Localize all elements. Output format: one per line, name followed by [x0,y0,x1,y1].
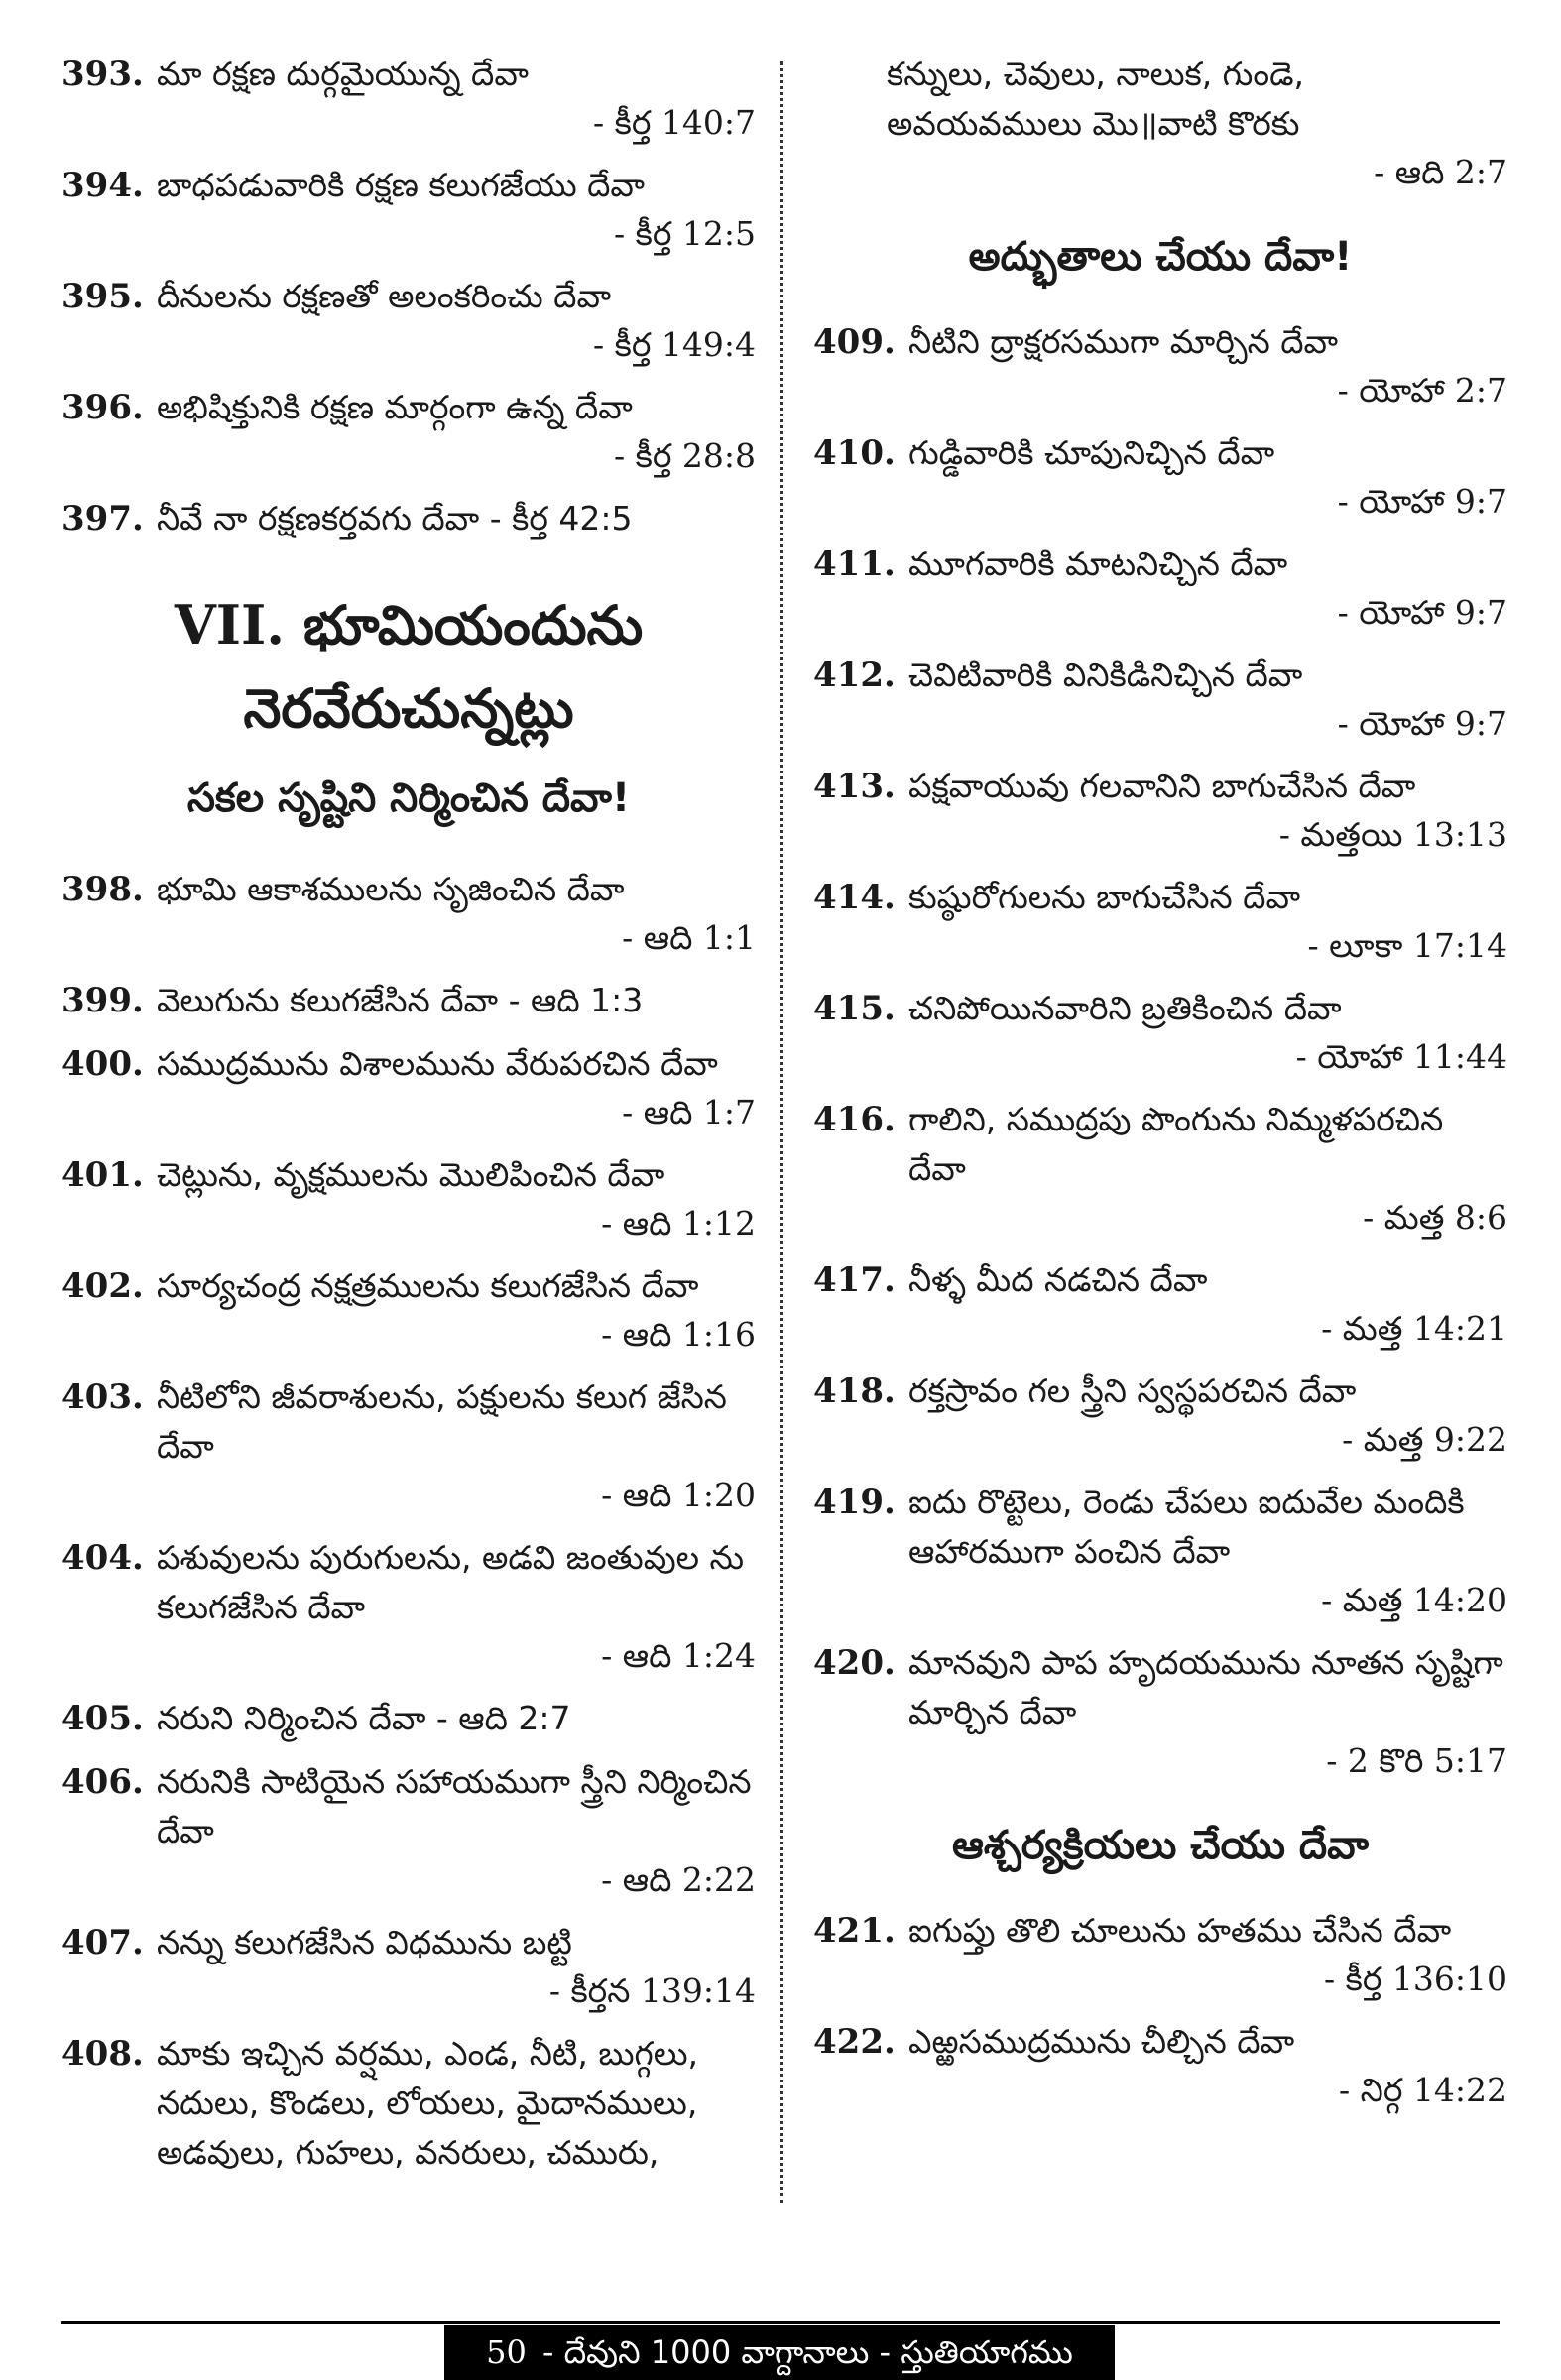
entry-text: ఐగుప్తు తొలి చూలును హతము చేసిన దేవా [908,1911,1452,1950]
entry-reference: - కీర్త 12:5 [613,214,756,253]
entry-number: 408. [61,2034,144,2074]
list-item [61,865,756,962]
entry-number: 398. [61,870,144,909]
entry-number: 399. [61,981,144,1020]
entry-number: 409. [813,322,896,362]
right-column [813,50,1507,2128]
entry-text: రక్తస్రావం గల స్త్రీని స్వస్థపరచిన దేవా [908,1371,1357,1410]
entry-number: 401. [61,1155,144,1195]
list-item [813,1478,1507,1624]
entry-reference: - ఆది 1:12 [601,1204,756,1243]
entry-number: 413. [813,767,896,806]
entry-number: 415. [813,989,896,1028]
list-item [61,1372,756,1519]
entry-text: నరునికి సాటియైన సహాయముగా స్త్రీని నిర్మించిన దేవా [157,1762,752,1850]
entry-reference: - యోహా 2:7 [1337,371,1507,410]
entry-text: దీనులను రక్షణతో అలంకరించు దేవా [157,277,612,315]
entry-list-creation [61,865,756,2178]
entry-number: 411. [813,544,896,584]
entry-text: పక్షవాయువు గలవానిని బాగుచేసిన దేవా [908,767,1416,805]
entry-number: 406. [61,1762,144,1802]
entry-text: మాకు ఇచ్చిన వర్షము, ఎండ, నీటి, బుగ్గలు, నదులు, కొండలు, లోయలు, మైదానములు, అడవులు, గుహలు, వనరులు, చమురు, [157,2034,699,2172]
entry-text: నీటిని ద్రాక్షరసముగా మార్చిన దేవా [908,322,1339,361]
entry-text: నీళ్ళ మీద నడచిన దేవా [908,1260,1208,1299]
section-title-line1: VII. భూమియందును [174,593,644,656]
entry-reference: - ఆది 1:20 [601,1476,756,1514]
entry-reference: - మత్త 14:20 [1321,1581,1507,1619]
entry-text: పశువులను పురుగులను, అడవి జంతువుల ను కలుగజేసిన దేవా [157,1538,745,1626]
list-item [61,1533,756,1680]
entry-reference: - యోహా 9:7 [1337,704,1507,743]
entry-number: 410. [813,433,896,473]
list-item [813,1367,1507,1464]
entry-number: 396. [61,388,144,427]
list-item [61,50,756,147]
column-divider [780,61,783,2203]
wonders-subtitle: ఆశ్చర్యక్రియలు చేయు దేవా [951,1823,1369,1868]
entry-reference: - మత్త 14:21 [1321,1309,1507,1348]
entry-reference: - మత్తయి 13:13 [1278,815,1507,854]
entry-reference: - నిర్గ 14:22 [1339,2071,1507,2109]
list-item [813,873,1507,970]
entry-number: 422. [813,2022,896,2062]
list-item [813,1255,1507,1353]
entry-reference: - ఆది 1:1 [622,918,756,957]
footer-rule [61,2321,1500,2324]
entry-reference: - కీర్త 149:4 [592,325,756,364]
entry-text: సముద్రమును విశాలమును వేరుపరచిన దేవా [157,1044,718,1083]
entry-text: చెట్లును, వృక్షములను మొలిపించిన దేవా [157,1155,665,1194]
list-item [813,2017,1507,2114]
list-item [61,161,756,258]
list-item [61,1039,756,1136]
entry-reference: - 2 కొరి 5:17 [1326,1741,1507,1780]
entry-text: చెవిటివారికి వినికిడినిచ్చిన దేవా [908,655,1303,694]
list-item [61,976,756,1025]
entry-number: 395. [61,277,144,316]
entry-text: బాధపడువారికి రక్షణ కలుగజేయు దేవా [157,166,646,204]
entry-reference: - ఆది 1:16 [601,1315,756,1354]
entry-text: చనిపోయినవారిని బ్రతికించిన దేవా [908,989,1342,1027]
list-item [61,2029,756,2178]
entry-list-rescue [61,50,756,543]
page-number: 50 [486,2333,527,2371]
list-item [61,1757,756,1904]
entry-number: 421. [813,1911,896,1951]
entry-text: నీటిలోని జీవరాశులను, పక్షులను కలుగ జేసిన దేవా [157,1377,727,1466]
footer-bar [444,2325,1115,2380]
continuation-entry [813,50,1507,149]
list-item [813,1638,1507,1785]
entry-text: మానవుని పాప హృదయమును నూతన సృష్టిగా మార్చిన దేవా [908,1643,1503,1731]
miracles-subtitle: అద్భుతాలు చేయు దేవా! [968,234,1353,280]
entry-number: 414. [813,878,896,917]
list-item [61,1694,756,1743]
left-column [61,50,756,2192]
list-item [813,428,1507,526]
entry-number: 397. [61,499,144,538]
entry-text: సూర్యచంద్ర నక్షత్రములను కలుగజేసిన దేవా [157,1266,699,1305]
entry-reference: - కీర్త 136:10 [1323,1960,1507,1998]
entry-number: 405. [61,1699,144,1738]
entry-text: అభిషిక్తునికి రక్షణ మార్గంగా ఉన్న దేవా [157,388,633,426]
entry-reference: - యోహా 11:44 [1295,1037,1507,1076]
entry-reference: - ఆది 1:24 [601,1636,756,1675]
list-item [61,1150,756,1248]
section-subtitle: సకల సృష్టిని నిర్మించిన దేవా! [186,775,631,821]
list-item [813,1095,1507,1242]
entry-reference: - మత్త 8:6 [1363,1198,1507,1237]
list-item [61,1918,756,2015]
list-item [61,272,756,369]
list-item [61,383,756,480]
list-item [813,984,1507,1081]
entry-number: 402. [61,1266,144,1306]
book-title: - దేవుని 1000 వాగ్దానాలు - స్తుతియాగము [541,2333,1073,2371]
entry-reference: - ఆది 2:22 [601,1860,756,1899]
section-title-line2: నెరవేరుచున్నట్లు [243,676,574,740]
entry-number: 404. [61,1538,144,1578]
entry-reference: - కీర్త 28:8 [613,436,756,475]
list-item [813,317,1507,415]
entry-list-miracles [813,317,1507,1785]
entry-reference: - లూకా 17:14 [1307,926,1507,965]
entry-text: ఎఱ్ఱసముద్రమును చీల్చిన దేవా [908,2022,1295,2061]
entry-text: గుడ్డివారికి చూపునిచ్చిన దేవా [908,433,1275,472]
list-item [813,539,1507,637]
entry-number: 407. [61,1923,144,1963]
entry-text: నన్ను కలుగజేసిన విధమును బట్టి [157,1923,572,1962]
entry-number: 416. [813,1100,896,1139]
entry-list-wonders [813,1906,1507,2114]
list-item [813,1906,1507,2003]
entry-text: ఐదు రొట్టెలు, రెండు చేపలు ఐదువేల మందికి ఆహారముగా పంచిన దేవా [908,1483,1465,1571]
entry-text: నీవే నా రక్షణకర్తవగు దేవా - కీర్త 42:5 [157,499,633,537]
entry-text: నరుని నిర్మించిన దేవా - ఆది 2:7 [157,1699,571,1737]
entry-number: 400. [61,1044,144,1084]
entry-reference: - కీర్త 140:7 [592,103,756,142]
entry-text: కుష్ఠురోగులను బాగుచేసిన దేవా [908,878,1301,916]
continuation-ref: - ఆది 2:7 [1374,153,1507,191]
entry-reference: - యోహా 9:7 [1337,593,1507,632]
entry-text: మూగవారికి మాటనిచ్చిన దేవా [908,544,1288,583]
entry-text: వెలుగును కలుగజేసిన దేవా - ఆది 1:3 [157,981,644,1019]
list-item [61,494,756,543]
list-item [813,762,1507,859]
entry-reference: - యోహా 9:7 [1337,482,1507,521]
entry-text: గాలిని, సముద్రపు పొంగును నిమ్మళపరచిన దేవా [908,1100,1444,1188]
entry-text: భూమి ఆకాశములను సృజించిన దేవా [157,870,625,908]
continuation-text: కన్నులు, చెవులు, నాలుక, గుండె, అవయవములు మొ॥వాటి కొరకు [887,55,1304,143]
entry-number: 403. [61,1377,144,1417]
entry-reference: - మత్త 9:22 [1342,1420,1507,1459]
entry-number: 417. [813,1260,896,1300]
entry-text: మా రక్షణ దుర్గమైయున్న దేవా [157,55,529,93]
list-item [813,651,1507,748]
entry-number: 419. [813,1483,896,1522]
entry-number: 420. [813,1643,896,1683]
entry-number: 394. [61,166,144,205]
entry-number: 418. [813,1371,896,1411]
entry-reference: - కీర్తన 139:14 [548,1971,756,2010]
entry-reference: - ఆది 1:7 [622,1093,756,1131]
entry-number: 393. [61,55,144,94]
entry-number: 412. [813,655,896,695]
list-item [61,1261,756,1359]
